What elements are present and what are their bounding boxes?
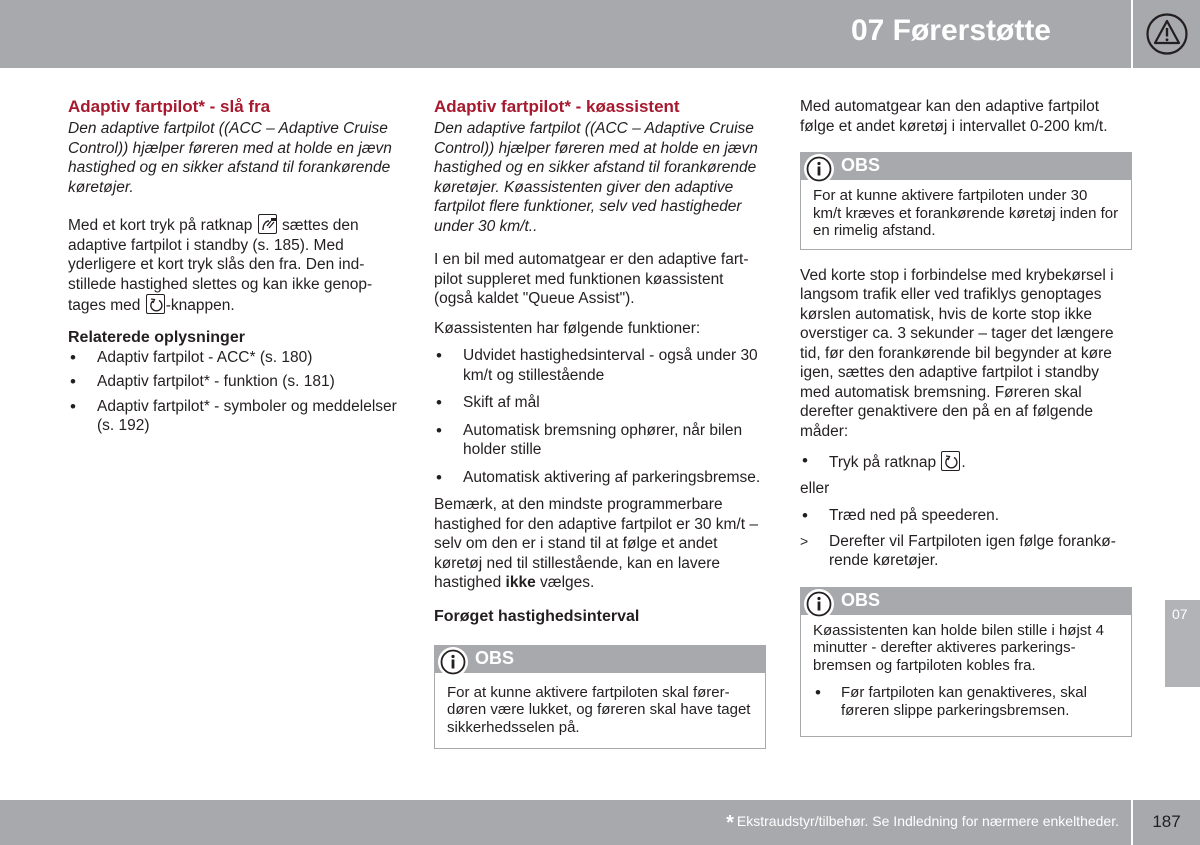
intro-text: Den adaptive fartpilot ((ACC – Adaptive Cruise Control)) hjælper føreren med at holde en jævn hastighed og en sikker afstand til forankørende køretøjer. — [68, 120, 392, 196]
chapter-tab-label: 07 — [1172, 606, 1188, 622]
deactivate-paragraph: Med et kort tryk på ratknap sættes den adaptive fartpilot i standby (s. 185). Med yderligere et kort tryk slås den fra. Den indstillede hastighed slettes og kan ikke genoptages med -knappen. — [68, 214, 403, 316]
related-link[interactable]: • Adaptiv fartpilot* - symboler og meddelelser (s. 192) — [68, 397, 403, 436]
section-title-deactivate: Adaptiv fartpilot* - slå fra — [68, 97, 271, 116]
list-item: • Før fartpiloten kan genaktiveres, skal føreren slippe parkeringsbremsen. — [813, 684, 1119, 719]
obs-text: Køassistenten kan holde bilen stille i højst 4 minutter - derefter aktiveres parkeringsbremsen og fartpiloten kobles fra. — [813, 621, 1104, 674]
steps-list — [800, 451, 1132, 473]
column-1 — [68, 96, 403, 446]
obs-box — [800, 587, 1132, 738]
paragraph: I en bil med automatgear er den adaptive fartpilot suppleret med funktionen køassistent (også kaldet "Queue Assist"). — [434, 251, 749, 307]
result-item: > Derefter vil Fartpiloten igen følge forankørende køretøjer. — [800, 532, 1132, 571]
chapter-tab[interactable] — [1165, 600, 1200, 687]
info-icon — [804, 589, 834, 619]
footnote-star: * — [726, 812, 734, 834]
column-3 — [800, 97, 1132, 737]
obs-header — [801, 588, 1131, 615]
list-item: • Skift af mål — [434, 393, 766, 413]
related-heading: Relaterede oplysninger — [68, 328, 245, 346]
list-item: • Tryk på ratknap . — [800, 451, 1132, 473]
obs-box — [434, 645, 766, 750]
cruise-control-button-icon — [258, 214, 277, 234]
info-icon — [438, 647, 468, 677]
chapter-title: 07 Førerstøtte — [850, 14, 1051, 47]
section-title-queue-assist: Adaptiv fartpilot* - køassistent — [434, 97, 680, 116]
header-bar — [0, 0, 1131, 68]
column-2 — [434, 96, 766, 749]
paragraph: Køassistenten har følgende funktioner: — [434, 319, 701, 337]
intro-text: Den adaptive fartpilot ((ACC – Adaptive Cruise Control)) hjælper føreren med at holde en jævn hastighed og en sikker afstand til forankørende køretøjer. Køassistenten giver den adaptive fartpilot flere funktioner, selv ved hastigheder under 30 km/t.. — [434, 120, 758, 235]
obs-header — [801, 153, 1131, 180]
obs-text: For at kunne aktivere fartpiloten under 30 km/t kræves et forankørende køretøj inden for en rimelig afstand. — [813, 187, 1119, 239]
list-item: • Udvidet hastighedsinterval - også under 30 km/t og stillestående — [434, 346, 766, 385]
list-item: • Træd ned på speederen. — [800, 506, 1132, 526]
obs-text: For at kunne aktivere fartpiloten skal førerdøren være lukket, og føreren skal have taget sikkerhedsselen på. — [447, 683, 751, 736]
min-speed-note: Bemærk, at den mindste programmerbare hastighed for den adaptive fartpilot er 30 km/t – selv om den er i stand til at følge et andet køretøj ned til stillestående, kan en lavere hastighed ikke vælges. — [434, 496, 758, 591]
header-icon-box — [1133, 0, 1200, 68]
list-item: • Automatisk aktivering af parkeringsbremse. — [434, 468, 766, 488]
functions-list — [434, 346, 766, 487]
page-number-box — [1133, 800, 1200, 845]
list-item: • Automatisk bremsning ophører, når bilen holder stille — [434, 421, 766, 460]
obs-header — [435, 646, 765, 673]
resume-button-icon — [146, 294, 165, 314]
paragraph: Ved korte stop i forbindelse med krybekørsel i langsom trafik eller ved trafiklys genoptages kørslen automatisk, hvis de korte stop ikke overstiger ca. 3 sekunder – tager det længere tid, før den forankørende bil begynder at køre igen, sættes den adaptive fartpilot i standby med automatisk bremsning. Føreren skal derefter genaktivere den på en af følgende måder: — [800, 266, 1114, 440]
footnote — [726, 812, 1119, 835]
or-text: eller — [800, 479, 830, 497]
footnote-text: Ekstraudstyr/tilbehør. Se Indledning for nærmere enkeltheder. — [736, 813, 1119, 829]
subheading-speed-interval: Forøget hastighedsinterval — [434, 607, 640, 625]
related-link[interactable]: • Adaptiv fartpilot* - funktion (s. 181) — [68, 372, 403, 392]
obs-label: OBS — [841, 155, 881, 175]
resume-button-icon — [941, 451, 960, 471]
footer-bar — [0, 800, 1131, 845]
obs-label: OBS — [841, 589, 881, 610]
related-list — [68, 348, 403, 436]
warning-triangle-icon — [1146, 13, 1188, 55]
steps-list — [800, 506, 1132, 571]
page-number: 187 — [1152, 812, 1181, 831]
obs-label: OBS — [475, 647, 515, 668]
obs-list — [813, 684, 1119, 719]
info-icon — [804, 154, 834, 184]
related-link[interactable]: • Adaptiv fartpilot - ACC* (s. 180) — [68, 348, 403, 368]
obs-box — [800, 152, 1132, 250]
paragraph: Med automatgear kan den adaptive fartpilot følge et andet køretøj i intervallet 0-200 km/t. — [800, 98, 1108, 135]
obs-body — [801, 615, 1131, 737]
